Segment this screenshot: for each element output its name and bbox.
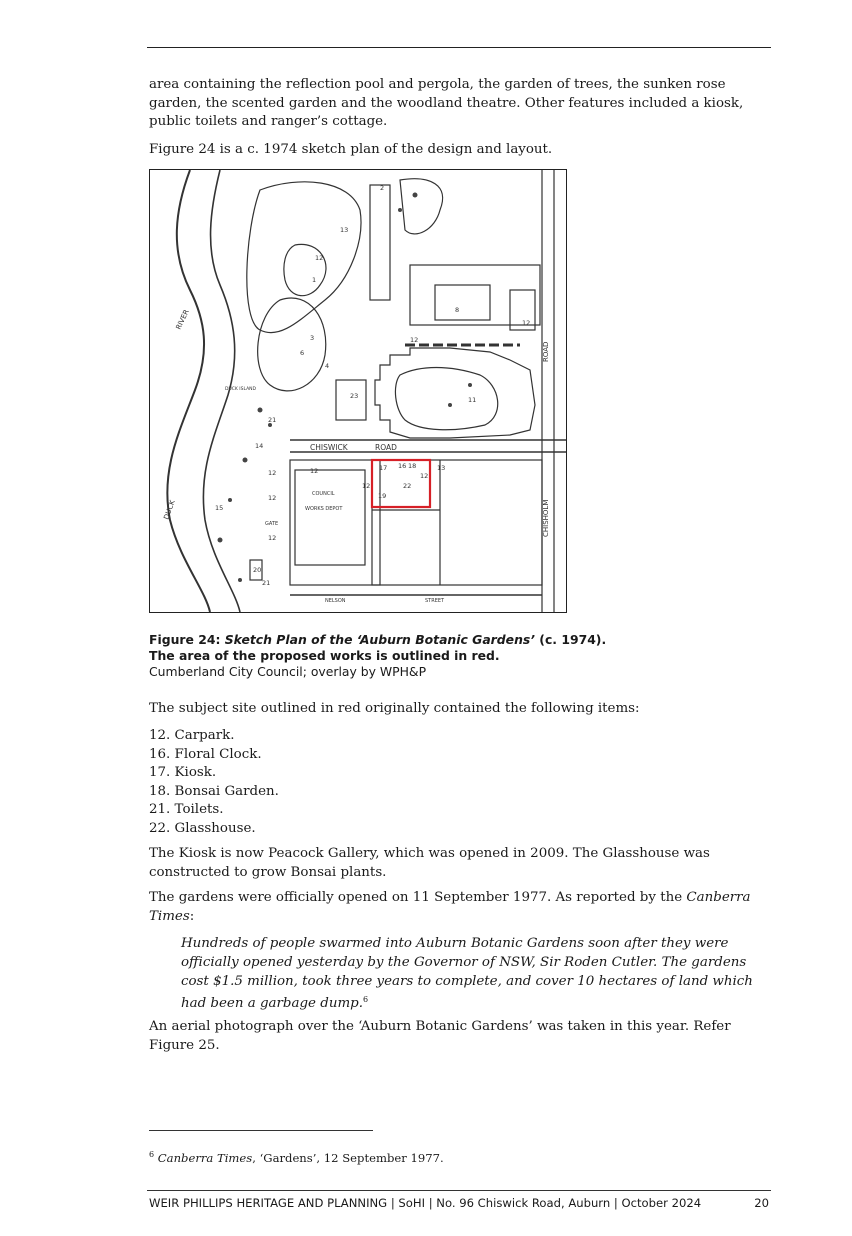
map-label-chiswick: CHISWICK [310, 443, 348, 452]
map-number-label: 8 [455, 306, 460, 314]
map-number-label: 12 [268, 469, 277, 477]
caption-date: (c. 1974). [534, 632, 607, 647]
map-number-label: 1 [312, 276, 317, 284]
figure-caption [149, 632, 761, 680]
map-number-label: 2 [380, 184, 385, 192]
map-label-council: COUNCIL [312, 491, 335, 497]
caption-title: Sketch Plan of the ‘Auburn Botanic Gardens’ [224, 632, 535, 647]
map-number-label: 22 [403, 482, 412, 490]
site-items-list [149, 727, 449, 839]
kiosk-paragraph: The Kiosk is now Peacock Gallery, which was opened in 2009. The Glasshouse was constructed to grow Bonsai plants. [149, 846, 710, 880]
footnote-rule [149, 1130, 373, 1131]
map-number-label: 12 [315, 254, 324, 262]
footer-text: WEIR PHILLIPS HERITAGE AND PLANNING | SoHI | No. 96 Chiswick Road, Auburn | October 2024 [149, 1196, 702, 1210]
map-label-chisholm: CHISHOLM [542, 499, 550, 537]
map-number-label: 12 [522, 319, 531, 327]
list-item: 12. Carpark. [149, 728, 235, 743]
block-quote [181, 935, 771, 1014]
footnote-text: , ‘Gardens’, 12 September 1977. [252, 1151, 444, 1165]
map-number-label: 12 [362, 482, 371, 490]
map-label-works-depot: WORKS DEPOT [305, 506, 343, 512]
caption-label: Figure 24: [149, 632, 225, 647]
opening-text: The gardens were officially opened on 11 September 1977. As reported by the [149, 890, 687, 905]
list-item: 18. Bonsai Garden. [149, 783, 279, 799]
opening-paragraph [149, 889, 761, 926]
map-number-label: 6 [300, 349, 305, 357]
header-rule [147, 47, 771, 48]
list-item: 21. Toilets. [149, 802, 224, 818]
map-label-nelson: NELSON [325, 598, 346, 604]
footnote-number: 6 [149, 1150, 155, 1159]
map-label-gate: GATE [265, 521, 279, 527]
caption-source: Cumberland City Council; overlay by WPH&P [149, 664, 427, 679]
caption-line-2: The area of the proposed works is outlined in red. [149, 648, 500, 663]
list-item: 16. Floral Clock. [149, 746, 262, 762]
map-number-label: 21 [268, 416, 277, 424]
map-number-label: 15 [215, 504, 224, 512]
map-number-label: 17 [379, 464, 388, 472]
footnote-source: Canberra Times [157, 1151, 253, 1165]
sketch-plan-map [150, 170, 566, 612]
figure-reference-paragraph: Figure 24 is a c. 1974 sketch plan of the design and layout. [149, 142, 553, 157]
map-number-label: 12 [420, 472, 429, 480]
map-label-island: DUCK ISLAND [225, 387, 256, 392]
aerial-paragraph: An aerial photograph over the ‘Auburn Botanic Gardens’ was taken in this year. Refer Figure 25. [149, 1019, 731, 1053]
map-label-road: ROAD [375, 443, 397, 452]
map-label-road-vertical: ROAD [542, 341, 550, 362]
map-number-label: 20 [253, 566, 262, 574]
map-number-label: 16 [398, 462, 407, 470]
list-item: 22. Glasshouse. [149, 820, 256, 836]
map-number-label: 19 [378, 492, 387, 500]
footnote [149, 1146, 444, 1168]
map-number-label: 13 [340, 226, 349, 234]
intro-paragraph: area containing the reflection pool and pergola, the garden of trees, the sunken rose garden, the scented garden and the woodland theatre. Other features included a kiosk, public toilets and ranger’s cottage. [149, 77, 744, 129]
map-number-label: 12 [310, 467, 319, 475]
map-number-label: 23 [350, 392, 359, 400]
map-label-river: RIVER [174, 308, 191, 331]
quote-text: Hundreds of people swarmed into Auburn Botanic Gardens soon after they were officially opened yesterday by the Governor of NSW, Sir Roden Cutler. The gardens cost $1.5 million, took three years to complete, and cover 10 hectares of land which had been a garbage dump. [181, 936, 753, 1012]
map-number-label: 3 [310, 334, 315, 342]
map-number-label: 12 [268, 534, 277, 542]
page-footer [149, 1194, 769, 1213]
sketch-plan-figure [149, 169, 567, 613]
map-number-label: 14 [255, 442, 264, 450]
map-number-label: 21 [262, 579, 271, 587]
map-number-label: 4 [325, 362, 330, 370]
map-label-duck: DUCK [162, 499, 177, 521]
footer-rule [147, 1190, 771, 1191]
map-number-label: 11 [468, 396, 477, 404]
map-number-label: 18 [408, 462, 417, 470]
map-number-label: 12 [410, 336, 419, 344]
list-item: 17. Kiosk. [149, 765, 217, 781]
opening-source: Canberra Times [149, 890, 751, 924]
opening-colon: : [189, 908, 195, 924]
subject-site-paragraph: The subject site outlined in red originally contained the following items: [149, 701, 640, 716]
map-label-street: STREET [425, 598, 445, 604]
map-number-label: 12 [268, 494, 277, 502]
map-number-label: 13 [437, 464, 446, 472]
quote-footnote-marker: 6 [362, 995, 369, 1005]
map-number-layer [215, 184, 530, 587]
page-number: 20 [754, 1196, 769, 1210]
